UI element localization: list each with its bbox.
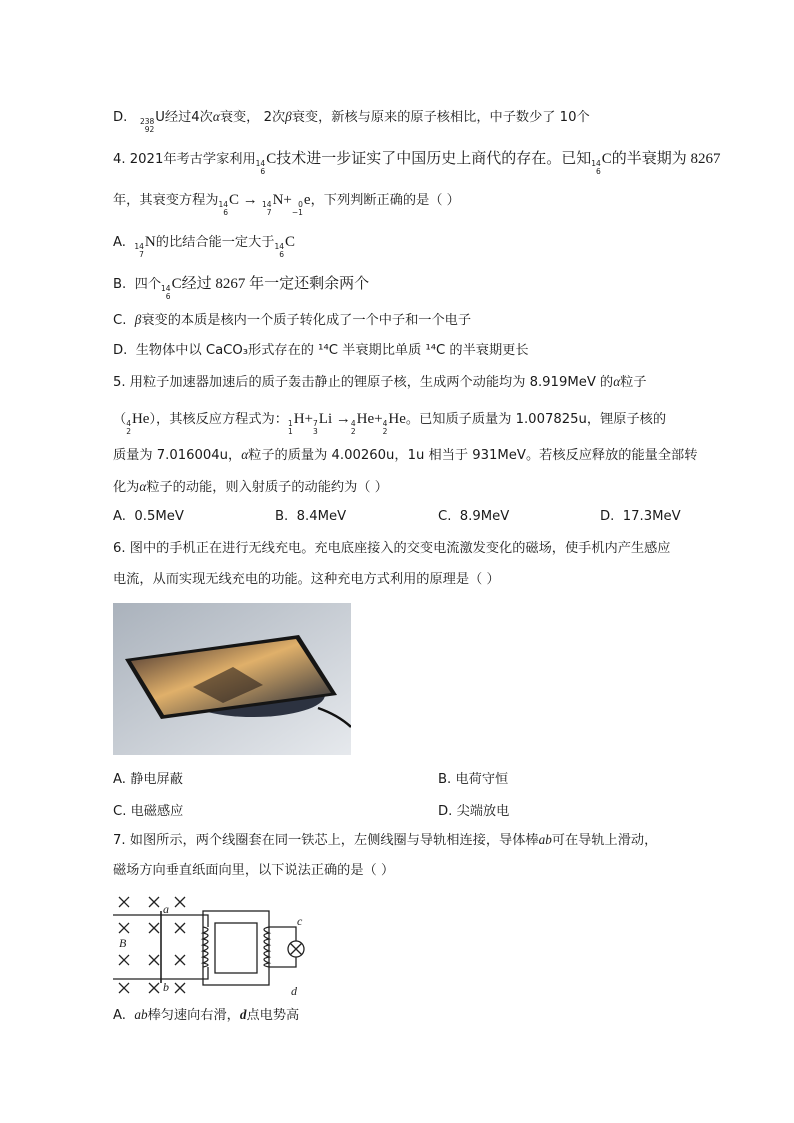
- q6-option-a: A. 静电屏蔽: [113, 772, 183, 787]
- q6-stem-line1: 6. 图中的手机正在进行无线充电。充电底座接入的交变电流激发变化的磁场，使手机内产生感应: [113, 541, 671, 556]
- q6-stem-line2: 电流，从而实现无线充电的功能。这种充电方式利用的原理是（ ）: [113, 572, 500, 587]
- q4-option-d: D. 生物体中以 CaCO₃形式存在的 ¹⁴C 半衰期比单质 ¹⁴C 的半衰期更长: [113, 343, 529, 358]
- q3-option-d: D. 238 92 U经过4次α衰变， 2次β衰变，新核与原来的原子核相比，中子数少了 10个: [113, 109, 590, 134]
- q4-stem-line2: 年，其衰变方程为 14 6 C → 14 7 N+ 0 −1 e，下列判断正确的是（ ）: [113, 192, 460, 217]
- q5-option-d: D. 17.3MeV: [600, 509, 681, 524]
- q7-stem-line2: 磁场方向垂直纸面向里，以下说法正确的是（ ）: [113, 863, 395, 878]
- q5-option-a: A. 0.5MeV: [113, 509, 184, 524]
- label-field-b: B: [119, 936, 127, 950]
- q4-option-c: C. β衰变的本质是核内一个质子转化成了一个中子和一个电子: [113, 312, 472, 328]
- q7-option-a: A. ab棒匀速向右滑，d点电势高: [113, 1007, 300, 1023]
- q5-stem-line2: （ 4 2 He），其核反应方程式为： 1 1 H+ 7 3 Li → 4 2 He+ 4 2 He。已知质子质量为 1.007825u，锂原子核的: [113, 411, 667, 436]
- q7-stem-line1: 7. 如图所示，两个线圈套在同一铁芯上，左侧线圈与导轨相连接，导体棒ab可在导轨上滑动，: [113, 832, 658, 848]
- q5-option-c: C. 8.9MeV: [438, 509, 510, 524]
- q6-option-c: C. 电磁感应: [113, 804, 184, 819]
- q5-stem-line1: 5. 用粒子加速器加速后的质子轰击静止的锂原子核，生成两个动能均为 8.919MeV 的α粒子: [113, 374, 647, 390]
- u238-nuclide-indices: 238 92: [139, 117, 155, 134]
- transformer-rail-circuit-diagram: [113, 893, 323, 1003]
- label-b: b: [163, 980, 169, 994]
- q4-option-b: B. 四个 14 6 C经过 8267 年一定还剩余两个: [113, 276, 370, 301]
- q5-stem-line4: 化为α粒子的动能，则入射质子的动能约为（ ）: [113, 479, 388, 495]
- q6-option-d: D. 尖端放电: [438, 804, 510, 819]
- q4-option-a: A. 14 7 N的比结合能一定大于 14 6 C: [113, 234, 296, 259]
- q6-option-b: B. 电荷守恒: [438, 772, 509, 787]
- q5-stem-line3: 质量为 7.016004u，α粒子的质量为 4.00260u，1u 相当于 931MeV。若核反应释放的能量全部转: [113, 447, 698, 463]
- q4-stem-line1: 4. 2021年考古学家利用 14 6 C技术进一步证实了中国历史上商代的存在。已知 14 6 C的半衰期为 8267: [113, 151, 721, 176]
- label-a: a: [163, 902, 169, 916]
- q5-option-b: B. 8.4MeV: [275, 509, 347, 524]
- label-d: d: [291, 984, 297, 998]
- label-c: c: [297, 914, 303, 928]
- wireless-charging-phone-photo: [113, 603, 351, 755]
